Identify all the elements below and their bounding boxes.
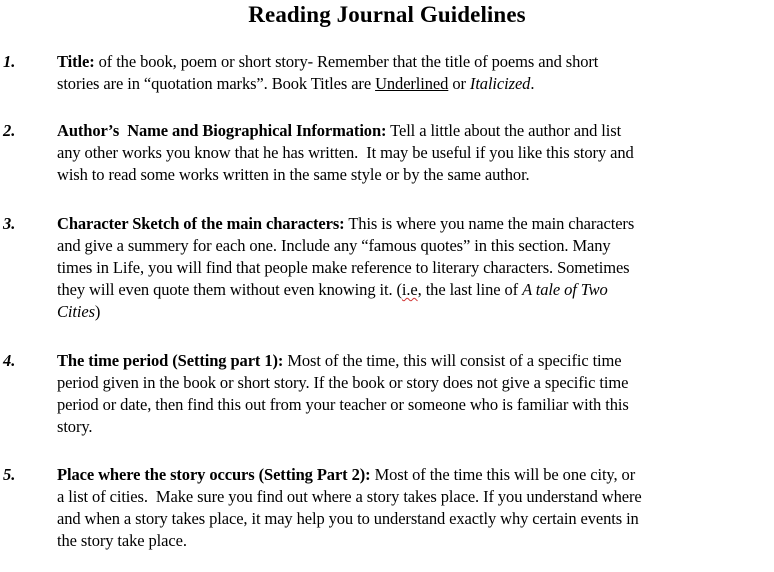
item-line [57,235,774,257]
item-text: and give a summery for each one. Include any “famous quotes” in this section. Many [57,236,611,255]
item-line [57,301,774,323]
item-body [57,464,774,552]
item-line [57,530,774,552]
item-text: and when a story takes place, it may help you to understand exactly why certain events in [57,509,639,528]
item-number: 2. [3,121,16,140]
item-text: Most of the time this will be one city, or [370,465,636,484]
item-text: of the book, poem or short story- Remember that the title of poems and short [94,52,599,71]
item-line [57,279,774,301]
item-line [57,213,774,235]
item-body [57,213,774,323]
item-heading: Place where the story occurs (Setting Part 2): [57,465,371,484]
spellcheck-flagged-text: i.e [401,280,418,299]
item-line [57,51,774,73]
item-line [57,372,774,394]
item-line [57,142,774,164]
item-text: ) [94,302,101,321]
item-number: 3. [3,214,16,233]
item-line [57,257,774,279]
italic-text: Cities [57,302,95,321]
item-number: 4. [3,351,16,370]
item-line [57,394,774,416]
item-line [57,486,774,508]
item-text: any other works you know that he has written. It may be useful if you like this story and [57,143,634,162]
item-text: they will even quote them without even knowing it. ( [57,280,402,299]
item-body [57,120,774,186]
item-text: This is where you name the main characters [344,214,635,233]
page-title: Reading Journal Guidelines [248,2,526,27]
item-body [57,51,774,95]
item-text: wish to read some works written in the same style or by the same author. [57,165,530,184]
item-text: period given in the book or short story. If the book or story does not give a specific time [57,373,629,392]
item-line [57,120,774,142]
item-heading: Character Sketch of the main characters: [57,214,345,233]
item-heading: Title: [57,52,95,71]
item-text: the story take place. [57,531,187,550]
item-text: Tell a little about the author and list [386,121,622,140]
item-line [57,73,774,95]
item-text: , the last line of [417,280,523,299]
item-text: or [448,74,470,93]
item-heading: The time period (Setting part 1): [57,351,284,370]
item-number: 1. [3,52,16,71]
item-body [57,350,774,438]
item-text: Most of the time, this will consist of a specific time [283,351,622,370]
item-number: 5. [3,465,16,484]
item-text: story. [57,417,93,436]
italic-text: A tale of Two [522,280,608,299]
underlined-text: Underlined [375,74,449,93]
item-line [57,416,774,438]
item-line [57,164,774,186]
item-line [57,464,774,486]
item-text: a list of cities. Make sure you find out where a story takes place. If you understand where [57,487,642,506]
item-line [57,508,774,530]
item-heading: Author’s Name and Biographical Information: [57,121,387,140]
item-text: period or date, then find this out from your teacher or someone who is familiar with this [57,395,629,414]
item-text: . [530,74,535,93]
item-text: stories are in “quotation marks”. Book Titles are [57,74,376,93]
item-line [57,350,774,372]
italic-text: Italicized [469,74,531,93]
item-text: times in Life, you will find that people make reference to literary characters. Sometimes [57,258,630,277]
